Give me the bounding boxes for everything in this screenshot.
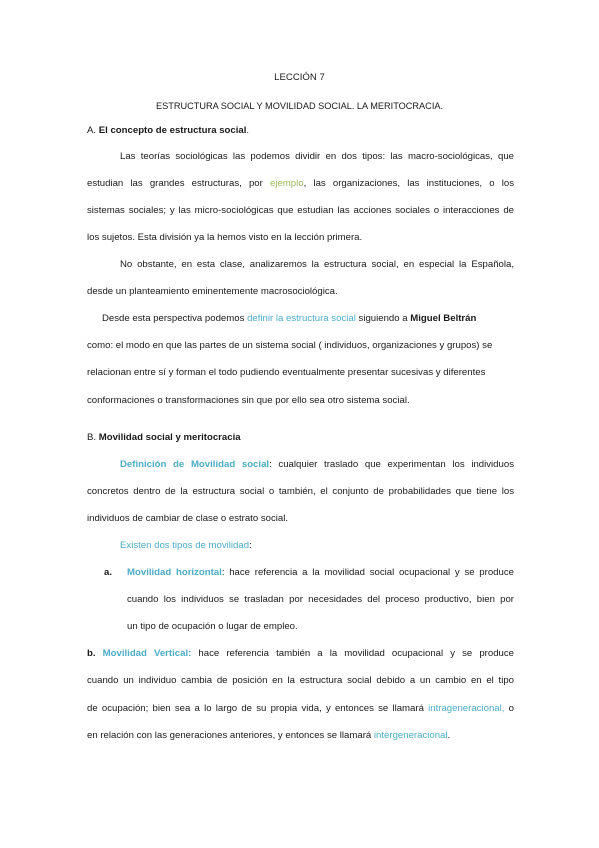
list-marker-a bbox=[104, 567, 112, 579]
document-subtitle: ESTRUCTURA SOCIAL Y MOVILIDAD SOCIAL. LA MERITOCRACIA. bbox=[155, 101, 444, 111]
paragraph-line: Las teorías sociológicas las podemos dividir en dos tipos: las macro-sociológicas, que bbox=[120, 151, 514, 162]
section-a-punct: . bbox=[246, 125, 250, 136]
list-marker: a. bbox=[104, 567, 113, 578]
text-span: Desde esta perspectiva podemos bbox=[102, 313, 245, 324]
paragraph-line: desde un planteamiento eminentemente macrosociológica. bbox=[87, 286, 338, 297]
paragraph-line bbox=[102, 313, 476, 325]
types-intro bbox=[120, 540, 252, 552]
paragraph-line: No obstante, en esta clase, analizaremos la estructura social, en especial la Española, bbox=[120, 259, 514, 270]
section-a-heading bbox=[87, 125, 249, 137]
text-span: estudian las grandes estructuras, por bbox=[87, 178, 263, 189]
section-b-prefix: B. bbox=[87, 432, 99, 443]
paragraph-line: un tipo de ocupación o lugar de empleo. bbox=[127, 621, 298, 632]
text-span: , las organizaciones, las instituciones, o los bbox=[303, 178, 515, 189]
text-span: : cualquier traslado que experimentan los individuos bbox=[269, 459, 514, 470]
text-span: en relación con las generaciones anteriores, y entonces se llamará bbox=[87, 730, 372, 741]
paragraph-line bbox=[87, 730, 450, 742]
highlight-text: Existen dos tipos de movilidad bbox=[120, 540, 250, 551]
paragraph-line: los sujetos. Esta división ya la hemos visto en la lección primera. bbox=[87, 232, 363, 243]
highlight-text: definir la estructura social bbox=[247, 313, 356, 324]
text-span: o bbox=[508, 703, 514, 714]
paragraph-line: conformaciones o transformaciones sin que por ello sea otro sistema social. bbox=[87, 395, 410, 406]
paragraph-line: como: el modo en que las partes de un sistema social ( individuos, organizaciones y grupos) se bbox=[87, 340, 493, 351]
paragraph-line bbox=[120, 459, 514, 471]
highlight-text: intrageneracional, bbox=[428, 703, 505, 714]
text-span: . bbox=[447, 730, 451, 741]
highlight-text: ejemplo bbox=[270, 178, 304, 189]
author-name: Miguel Beltrán bbox=[410, 313, 477, 324]
definition-term: Movilidad horizontal bbox=[127, 567, 222, 578]
text-span: siguiendo a bbox=[358, 313, 408, 324]
paragraph-line: cuando los individuos se trasladan por necesidades del proceso productivo, bien por bbox=[127, 594, 514, 605]
section-a-title: El concepto de estructura social bbox=[98, 125, 247, 136]
paragraph-line: individuos de cambiar de clase o estrato social. bbox=[87, 513, 289, 524]
text-span: : bbox=[249, 540, 252, 551]
highlight-text: intergeneracional bbox=[373, 730, 448, 741]
paragraph-line: relacionan entre sí y forman el todo pudiendo eventualmente presentar sucesivas y diferentes bbox=[87, 367, 486, 378]
section-b-heading bbox=[87, 432, 241, 444]
paragraph-line bbox=[127, 567, 514, 579]
text-span: de ocupación; bien sea a lo largo de su propia vida, y entonces se llamará bbox=[87, 703, 424, 714]
paragraph-line bbox=[87, 703, 514, 715]
paragraph-line: concretos dentro de la estructura social o también, el conjunto de probabilidades que tiene los bbox=[87, 486, 514, 497]
definition-term: Definición de Movilidad social bbox=[120, 459, 270, 470]
section-a-prefix: A. bbox=[87, 125, 99, 136]
paragraph-line bbox=[87, 178, 514, 190]
definition-term: Movilidad Vertical: bbox=[102, 648, 192, 659]
list-marker: b. bbox=[87, 648, 96, 659]
paragraph-line: cuando un individuo cambia de posición en la estructura social debido a un cambio en el tipo bbox=[87, 675, 514, 686]
text-span: hace referencia también a la movilidad ocupacional y se produce bbox=[198, 648, 515, 659]
paragraph-line bbox=[87, 648, 514, 660]
section-b-title: Movilidad social y meritocracia bbox=[98, 432, 241, 443]
lesson-title: LECCIÓN 7 bbox=[274, 72, 325, 83]
text-span: : hace referencia a la movilidad social ocupacional y se produce bbox=[221, 567, 514, 578]
paragraph-line: sistemas sociales; y las micro-sociológicas que estudian las acciones sociales o interacciones de bbox=[87, 205, 514, 216]
